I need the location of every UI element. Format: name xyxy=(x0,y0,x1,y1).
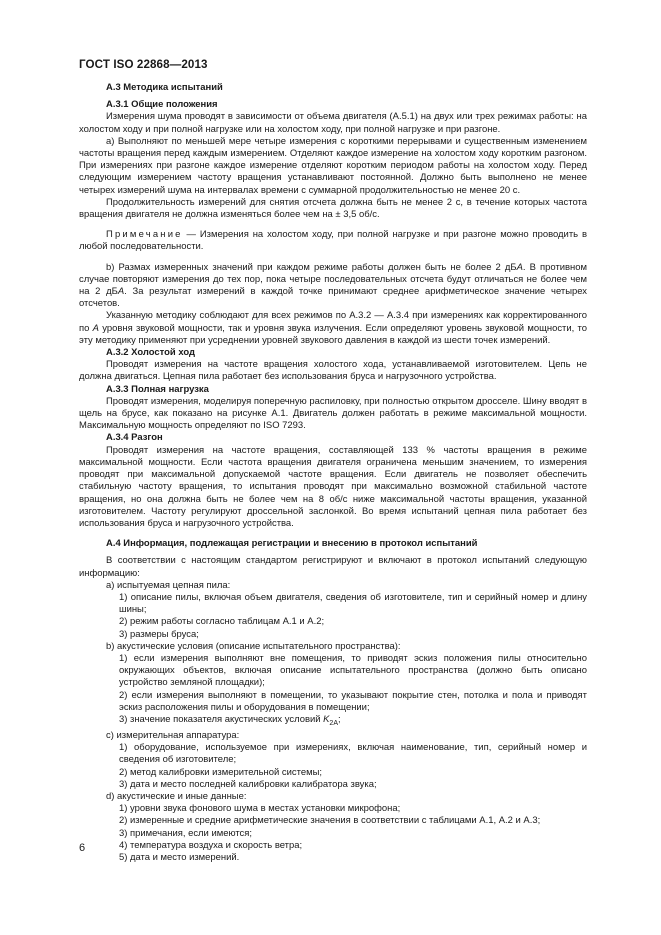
list-subitem: 5) дата и место измерений. xyxy=(119,852,240,864)
text-run: . В противном случае повторяют измерения до тех пор, пока четыре последовательных отсчета будут отличаться не более чем на 2 дБ xyxy=(79,261,587,298)
paragraph: Продолжительность измерений для снятия отсчета должна быть не менее 2 с, в течение которых частота вращения двигателя не должна изменяться более чем на ± 3,5 об/с. xyxy=(79,196,587,221)
text-run: 3) значение показателя акустических условий xyxy=(119,713,324,725)
a-weighting-letter: A xyxy=(92,322,99,334)
list-subitem: 3) размеры бруса; xyxy=(119,628,199,640)
list-subitem: 1) если измерения выполняют вне помещения, то приводят эскиз положения пилы относительно окружающих объектов, включая описание испытательного пространства (должно быть описано устройство земляной площадки); xyxy=(119,652,587,689)
section-heading-a31: А.3.1 Общие положения xyxy=(106,99,218,111)
list-subitem: 1) оборудование, используемое при измерениях, включая наименование, тип, серийный номер и сведения об изготовителе; xyxy=(119,742,587,766)
list-subitem: 3) примечания, если имеются; xyxy=(119,827,252,839)
note-text: — Измерения на холостом ходу, при полной нагрузке и при разгоне можно проводить в любой последовательности. xyxy=(79,229,587,253)
section-heading-a32: А.3.2 Холостой ход xyxy=(106,347,195,359)
document-body xyxy=(79,82,587,864)
paragraph: Проводят измерения, моделируя поперечную распиловку, при полностью открытом дросселе. Шину вводят в щель на брусе, как показано на рисунке А.1. Двигатель должен работать в режиме максимальной мощности. Максимальную мощность определяют по ISO 7293. xyxy=(79,395,587,432)
text-run: ; xyxy=(337,713,341,725)
k-symbol: K xyxy=(323,713,330,725)
paragraph-item-a: а) Выполняют по меньшей мере четыре измерения с короткими перерывами и существенным изменением частоты вращения перед каждым измерением. Отделяют каждое измерение на холостом ходу коротким разгоном. При измерениях при разгоне каждое измерение отделяют коротким периодом работы на холостом ходу. Перед следующим измерением частоту вращения устанавливают постоянной. Должно быть выполнено не менее четырех измерений шума на интервалах времени с суммарной продолжительностью не менее 20 с. xyxy=(79,135,587,196)
list-subitem: 2) метод калибровки измерительной системы; xyxy=(119,766,322,778)
list-subitem: 1) описание пилы, включая объем двигателя, сведения об изготовителе, тип и серийный номер и длину шины; xyxy=(119,591,587,616)
paragraph-item-b xyxy=(79,262,587,311)
section-heading-a34: А.3.4 Разгон xyxy=(106,432,163,444)
list-subitem: 3) дата и место последней калибровки калибратора звука; xyxy=(119,778,377,790)
list-subitem: 2) если измерения выполняют в помещении, то указывают покрытие стен, потолка и пола и приводят эскиз расположения пилы и оборудования в помещении; xyxy=(119,689,587,713)
text-run: уровня звуковой мощности, так и уровня звука излучения. Если определяют уровень звуковой мощности, то эту методику применяют при усреднении уровней звукового давления в каждой из шести точек измерений. xyxy=(79,322,587,346)
paragraph xyxy=(79,310,587,347)
k-subscript: 2A xyxy=(329,719,338,727)
section-heading-a3: А.3 Методика испытаний xyxy=(106,82,223,93)
paragraph: Измерения шума проводят в зависимости от объема двигателя (А.5.1) на двух или трех режимах работы: на холостом ходу и при полной нагрузке или на холостом ходу, при полной нагрузке и при разгоне. xyxy=(79,111,587,135)
paragraph: Проводят измерения на частоте вращения холостого хода, устанавливаемой изготовителем. Цепь не должна двигаться. Цепная пила работает без использования бруса и нагрузочного устройства. xyxy=(79,359,587,383)
list-item: d) акустические и иные данные: xyxy=(106,791,247,803)
paragraph: В соответствии с настоящим стандартом регистрируют и включают в протокол испытаний следующую информацию: xyxy=(79,555,587,579)
text-run: Указанную методику соблюдают для всех режимов по А.3.2 — А.3.4 при измерениях как корректированного по xyxy=(79,310,587,334)
section-heading-a33: А.3.3 Полная нагрузка xyxy=(106,383,209,395)
note-label: Примечание xyxy=(106,229,183,241)
page-number: 6 xyxy=(79,842,86,854)
list-subitem: 1) уровни звука фонового шума в местах установки микрофона; xyxy=(119,803,401,815)
paragraph: Проводят измерения на частоте вращения, составляющей 133 % частоты вращения в режиме максимальной мощности. Если частота вращения двигателя ограничена меньшим значением, то измерения проводят при максимальной допускаемой частоте вращения. Если двигатель не позволяет обеспечить стабильную частоту вращения, то испытания проводят при максимально возможной стабильной частоте вращения, но она должна быть не более чем на 8 об/с ниже максимальной частоты вращения, указанной изготовителем. Частоту регулируют дроссельной заслонкой. Во время испытаний цепная пила работает без использования бруса и нагрузочного устройства. xyxy=(79,444,587,529)
list-subitem: 2) режим работы согласно таблицам А.1 и А.2; xyxy=(119,616,325,628)
list-item: а) испытуемая цепная пила: xyxy=(106,579,231,591)
text-run: b) Размах измеренных значений при каждом режиме работы должен быть не более 2 дБ xyxy=(106,261,517,273)
text-run: . За результат измерений в каждой точке принимают среднее арифметическое значение четырех отсчетов. xyxy=(79,286,587,310)
section-heading-a4: А.4 Информация, подлежащая регистрации и внесению в протокол испытаний xyxy=(106,538,478,550)
list-subitem xyxy=(79,714,587,730)
page-header: ГОСТ ISO 22868—2013 xyxy=(79,58,208,71)
note xyxy=(79,229,587,253)
a-weighting-letter: A xyxy=(516,261,523,273)
a-weighting-letter: A xyxy=(117,286,125,298)
list-item: c) измерительная аппаратура: xyxy=(106,730,240,742)
list-subitem: 2) измеренные и средние арифметические значения в соответствии с таблицами А.1, А.2 и А.3; xyxy=(119,815,541,827)
list-subitem: 4) температура воздуха и скорость ветра; xyxy=(119,839,303,851)
list-item: b) акустические условия (описание испытательного пространства): xyxy=(106,640,401,652)
